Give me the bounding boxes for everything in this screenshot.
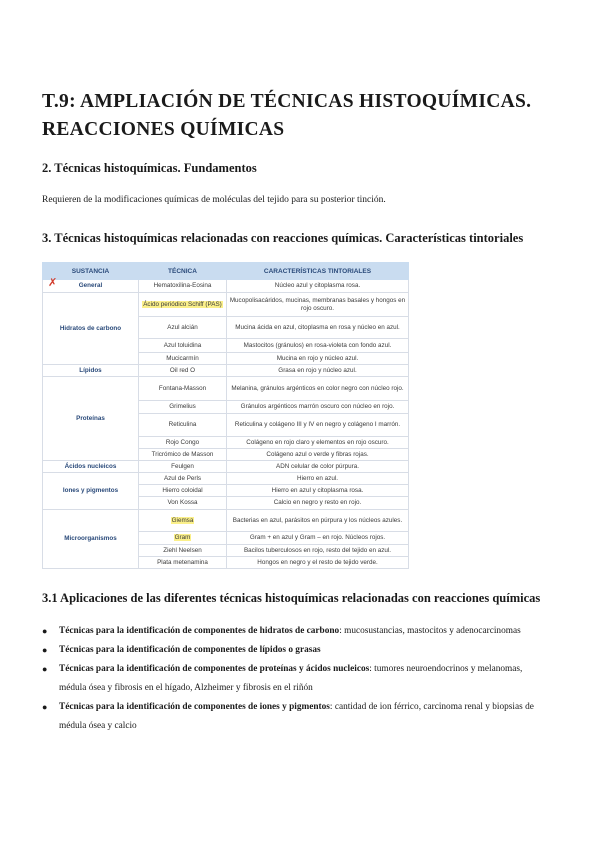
header-tecnica: TÉCNICA bbox=[139, 263, 227, 280]
technique-cell: Azul de Perls bbox=[139, 473, 227, 485]
technique-cell: Hierro coloidal bbox=[139, 485, 227, 497]
substance-cell: General bbox=[43, 280, 139, 293]
table-row bbox=[43, 293, 409, 317]
section-3-heading: 3. Técnicas histoquímicas relacionadas con reacciones químicas. Características tintoriales bbox=[42, 231, 524, 245]
technique-cell: Reticulina bbox=[139, 414, 227, 437]
technique-cell: Rojo Congo bbox=[139, 437, 227, 449]
characteristics-cell: Hierro en azul y citoplasma rosa. bbox=[227, 485, 409, 497]
list-item-bold: Técnicas para la identificación de componentes de proteínas y ácidos nucleicos bbox=[59, 664, 370, 674]
list-item bbox=[42, 698, 552, 736]
substance-cell: Lípidos bbox=[43, 365, 139, 377]
substance-cell: Ácidos nucleicos bbox=[43, 461, 139, 473]
list-item-bold: Técnicas para la identificación de componentes de iones y pigmentos bbox=[59, 702, 330, 712]
table-header-row bbox=[43, 263, 409, 280]
table-row bbox=[43, 280, 409, 293]
technique-cell: Tricrómico de Masson bbox=[139, 449, 227, 461]
table-row bbox=[43, 510, 409, 532]
applications-list bbox=[42, 622, 552, 736]
characteristics-cell: Hierro en azul. bbox=[227, 473, 409, 485]
characteristics-cell: Reticulina y colágeno III y IV en negro y colágeno I marrón. bbox=[227, 414, 409, 437]
section-3-1-heading: 3.1 Aplicaciones de las diferentes técnicas histoquímicas relacionadas con reacciones químicas bbox=[42, 591, 541, 605]
list-item-bold: Técnicas para la identificación de componentes de hidratos de carbono bbox=[59, 626, 340, 636]
highlighted-technique: Ácido periódico Schiff (PAS) bbox=[143, 300, 222, 308]
section-2-heading: 2. Técnicas histoquímicas. Fundamentos bbox=[42, 161, 257, 175]
list-item-text: : mucosustancias, mastocitos y adenocarcinomas bbox=[339, 626, 521, 636]
technique-cell: Oil red O bbox=[139, 365, 227, 377]
substance-cell: Hidratos de carbono bbox=[43, 293, 139, 365]
red-cross-mark-icon: ✗ bbox=[48, 276, 58, 289]
highlighted-technique: Giemsa bbox=[171, 516, 194, 524]
bullet-icon: ● bbox=[42, 664, 48, 674]
section-2-text: Requieren de la modificaciones químicas de moléculas del tejido para su posterior tinción. bbox=[42, 195, 386, 205]
technique-cell: Hematoxilina-Eosina bbox=[139, 280, 227, 293]
table-row bbox=[43, 365, 409, 377]
list-item-text: : tumores neuroendocrinos y melanomas, médula ósea y fibrosis en el hígado, Alzheimer y fibrosis en el riñón bbox=[59, 664, 523, 693]
highlighted-technique: Gram bbox=[174, 534, 191, 541]
list-item bbox=[42, 641, 552, 660]
list-item-text: : cantidad de ion férrico, carcinoma renal y biopsias de médula ósea y calcio bbox=[59, 702, 534, 731]
characteristics-cell: Gránulos argénticos marrón oscuro con núcleo en rojo. bbox=[227, 401, 409, 414]
characteristics-cell: ADN celular de color púrpura. bbox=[227, 461, 409, 473]
technique-cell bbox=[139, 293, 227, 317]
technique-cell: Fontana-Masson bbox=[139, 377, 227, 401]
list-item bbox=[42, 660, 552, 698]
substance-cell: Iones y pigmentos bbox=[43, 473, 139, 510]
header-sustancia: SUSTANCIA bbox=[43, 263, 139, 280]
list-item-bold: Técnicas para la identificación de componentes de lípidos o grasas bbox=[59, 645, 321, 655]
characteristics-cell: Gram + en azul y Gram – en rojo. Núcleos rojos. bbox=[227, 532, 409, 545]
characteristics-cell: Mucina ácida en azul, citoplasma en rosa y núcleo en azul. bbox=[227, 317, 409, 339]
staining-table bbox=[42, 262, 409, 569]
characteristics-cell: Colágeno azul o verde y fibras rojas. bbox=[227, 449, 409, 461]
characteristics-cell: Mucopolisacáridos, mucinas, membranas basales y hongos en rojo oscuro. bbox=[227, 293, 409, 317]
characteristics-cell: Grasa en rojo y núcleo azul. bbox=[227, 365, 409, 377]
table-row bbox=[43, 461, 409, 473]
list-item bbox=[42, 622, 552, 641]
technique-cell: Plata metenamina bbox=[139, 557, 227, 569]
characteristics-cell: Calcio en negro y resto en rojo. bbox=[227, 497, 409, 510]
characteristics-cell: Mucina en rojo y núcleo azul. bbox=[227, 353, 409, 365]
technique-cell bbox=[139, 510, 227, 532]
characteristics-cell: Hongos en negro y el resto de tejido verde. bbox=[227, 557, 409, 569]
technique-cell: Feulgen bbox=[139, 461, 227, 473]
bullet-icon: ● bbox=[42, 645, 48, 655]
technique-cell: Grimelius bbox=[139, 401, 227, 414]
table-row bbox=[43, 473, 409, 485]
table-row bbox=[43, 377, 409, 401]
characteristics-cell: Bacilos tuberculosos en rojo, resto del tejido en azul. bbox=[227, 545, 409, 557]
bullet-icon: ● bbox=[42, 702, 48, 712]
technique-cell: Azul toluidina bbox=[139, 339, 227, 353]
characteristics-cell: Colágeno en rojo claro y elementos en rojo oscuro. bbox=[227, 437, 409, 449]
technique-cell: Mucicarmín bbox=[139, 353, 227, 365]
technique-cell: Ziehl Neelsen bbox=[139, 545, 227, 557]
header-caracteristicas: CARACTERÍSTICAS TINTORIALES bbox=[227, 263, 409, 280]
characteristics-cell: Mastocitos (gránulos) en rosa-violeta con fondo azul. bbox=[227, 339, 409, 353]
characteristics-cell: Núcleo azul y citoplasma rosa. bbox=[227, 280, 409, 293]
technique-cell: Azul alcián bbox=[139, 317, 227, 339]
bullet-icon: ● bbox=[42, 626, 48, 636]
substance-cell: Proteínas bbox=[43, 377, 139, 461]
technique-cell bbox=[139, 532, 227, 545]
page-title: T.9: AMPLIACIÓN DE TÉCNICAS HISTOQUÍMICAS. REACCIONES QUÍMICAS bbox=[42, 91, 532, 140]
technique-cell: Von Kossa bbox=[139, 497, 227, 510]
characteristics-cell: Melanina, gránulos argénticos en color negro con núcleo rojo. bbox=[227, 377, 409, 401]
substance-cell: Microorganismos bbox=[43, 510, 139, 569]
characteristics-cell: Bacterias en azul, parásitos en púrpura y los núcleos azules. bbox=[227, 510, 409, 532]
